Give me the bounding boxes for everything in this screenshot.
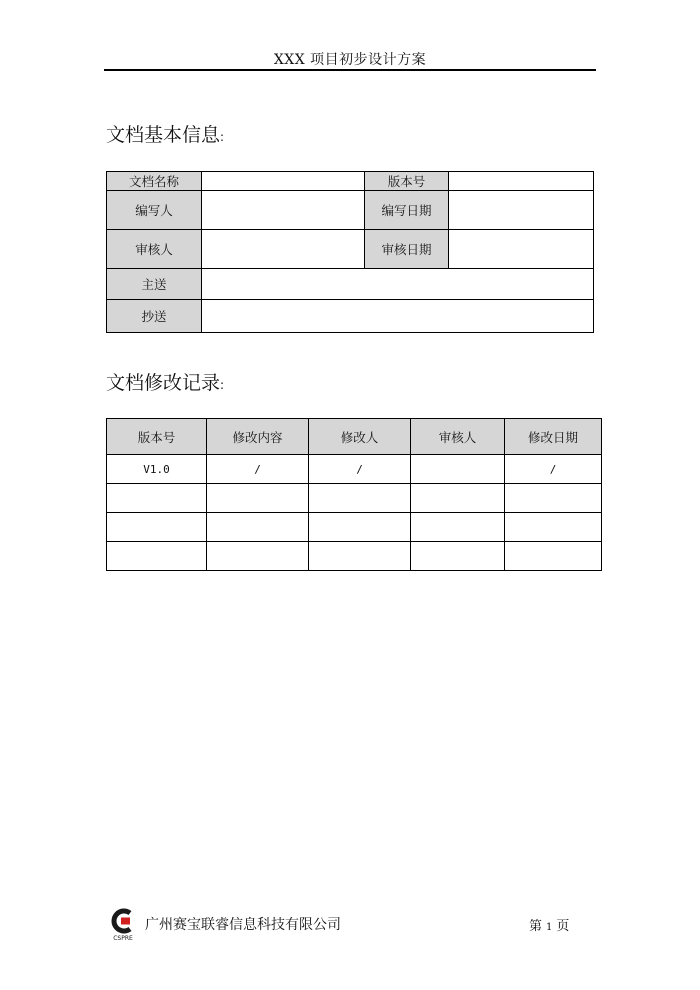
header-reviewer: 审核人	[411, 419, 505, 455]
cc-value	[202, 300, 594, 333]
table-cell	[309, 513, 411, 542]
table-cell	[207, 484, 309, 513]
version-label: 版本号	[365, 172, 449, 191]
version-value	[449, 172, 594, 191]
section-heading-colon: :	[220, 378, 225, 392]
company-logo-text: CSPRE	[113, 935, 133, 942]
table-cell	[207, 513, 309, 542]
revision-history-table	[106, 418, 602, 571]
table-cell	[107, 513, 207, 542]
table-cell	[309, 484, 411, 513]
table-cell	[411, 484, 505, 513]
table-cell	[411, 542, 505, 571]
main-recipient-value	[202, 269, 594, 300]
table-cell	[505, 513, 602, 542]
section-heading-revision-history-text: 文档修改记录	[106, 372, 221, 394]
review-date-value	[449, 230, 594, 269]
table-cell: /	[309, 455, 411, 484]
table-row	[107, 484, 602, 513]
header-version: 版本号	[107, 419, 207, 455]
table-row	[107, 455, 602, 484]
company-logo-icon	[108, 908, 138, 942]
table-cell: /	[505, 455, 602, 484]
header-change-date: 修改日期	[505, 419, 602, 455]
doc-name-value	[202, 172, 365, 191]
document-info-table	[106, 171, 594, 333]
table-cell	[411, 513, 505, 542]
author-label: 编写人	[107, 191, 202, 230]
footer-page-number	[529, 915, 569, 934]
section-heading-revision-history	[106, 368, 224, 395]
header-modifier: 修改人	[309, 419, 411, 455]
cc-label: 抄送	[107, 300, 202, 333]
author-date-value	[449, 191, 594, 230]
section-heading-basic-info-text: 文档基本信息	[106, 124, 221, 146]
page-prefix: 第	[529, 919, 543, 934]
table-cell: V1.0	[107, 455, 207, 484]
table-row	[107, 513, 602, 542]
reviewer-label: 审核人	[107, 230, 202, 269]
table-cell	[107, 542, 207, 571]
table-cell	[107, 484, 207, 513]
main-recipient-label: 主送	[107, 269, 202, 300]
header-divider	[104, 69, 596, 71]
table-cell	[411, 455, 505, 484]
page-suffix: 页	[556, 919, 570, 934]
section-heading-colon: :	[220, 130, 225, 144]
table-cell	[505, 484, 602, 513]
section-heading-basic-info	[106, 120, 224, 147]
footer-company-name: 广州赛宝联睿信息科技有限公司	[145, 917, 341, 933]
table-cell	[207, 542, 309, 571]
review-date-label: 审核日期	[365, 230, 449, 269]
table-row	[107, 542, 602, 571]
table-cell: /	[207, 455, 309, 484]
author-date-label: 编写日期	[365, 191, 449, 230]
reviewer-value	[202, 230, 365, 269]
header-change-content: 修改内容	[207, 419, 309, 455]
table-cell	[505, 542, 602, 571]
page-header-title: XXX 项目初步设计方案	[273, 52, 427, 68]
doc-name-label: 文档名称	[107, 172, 202, 191]
author-value	[202, 191, 365, 230]
page-number: 1	[546, 922, 553, 933]
table-cell	[309, 542, 411, 571]
